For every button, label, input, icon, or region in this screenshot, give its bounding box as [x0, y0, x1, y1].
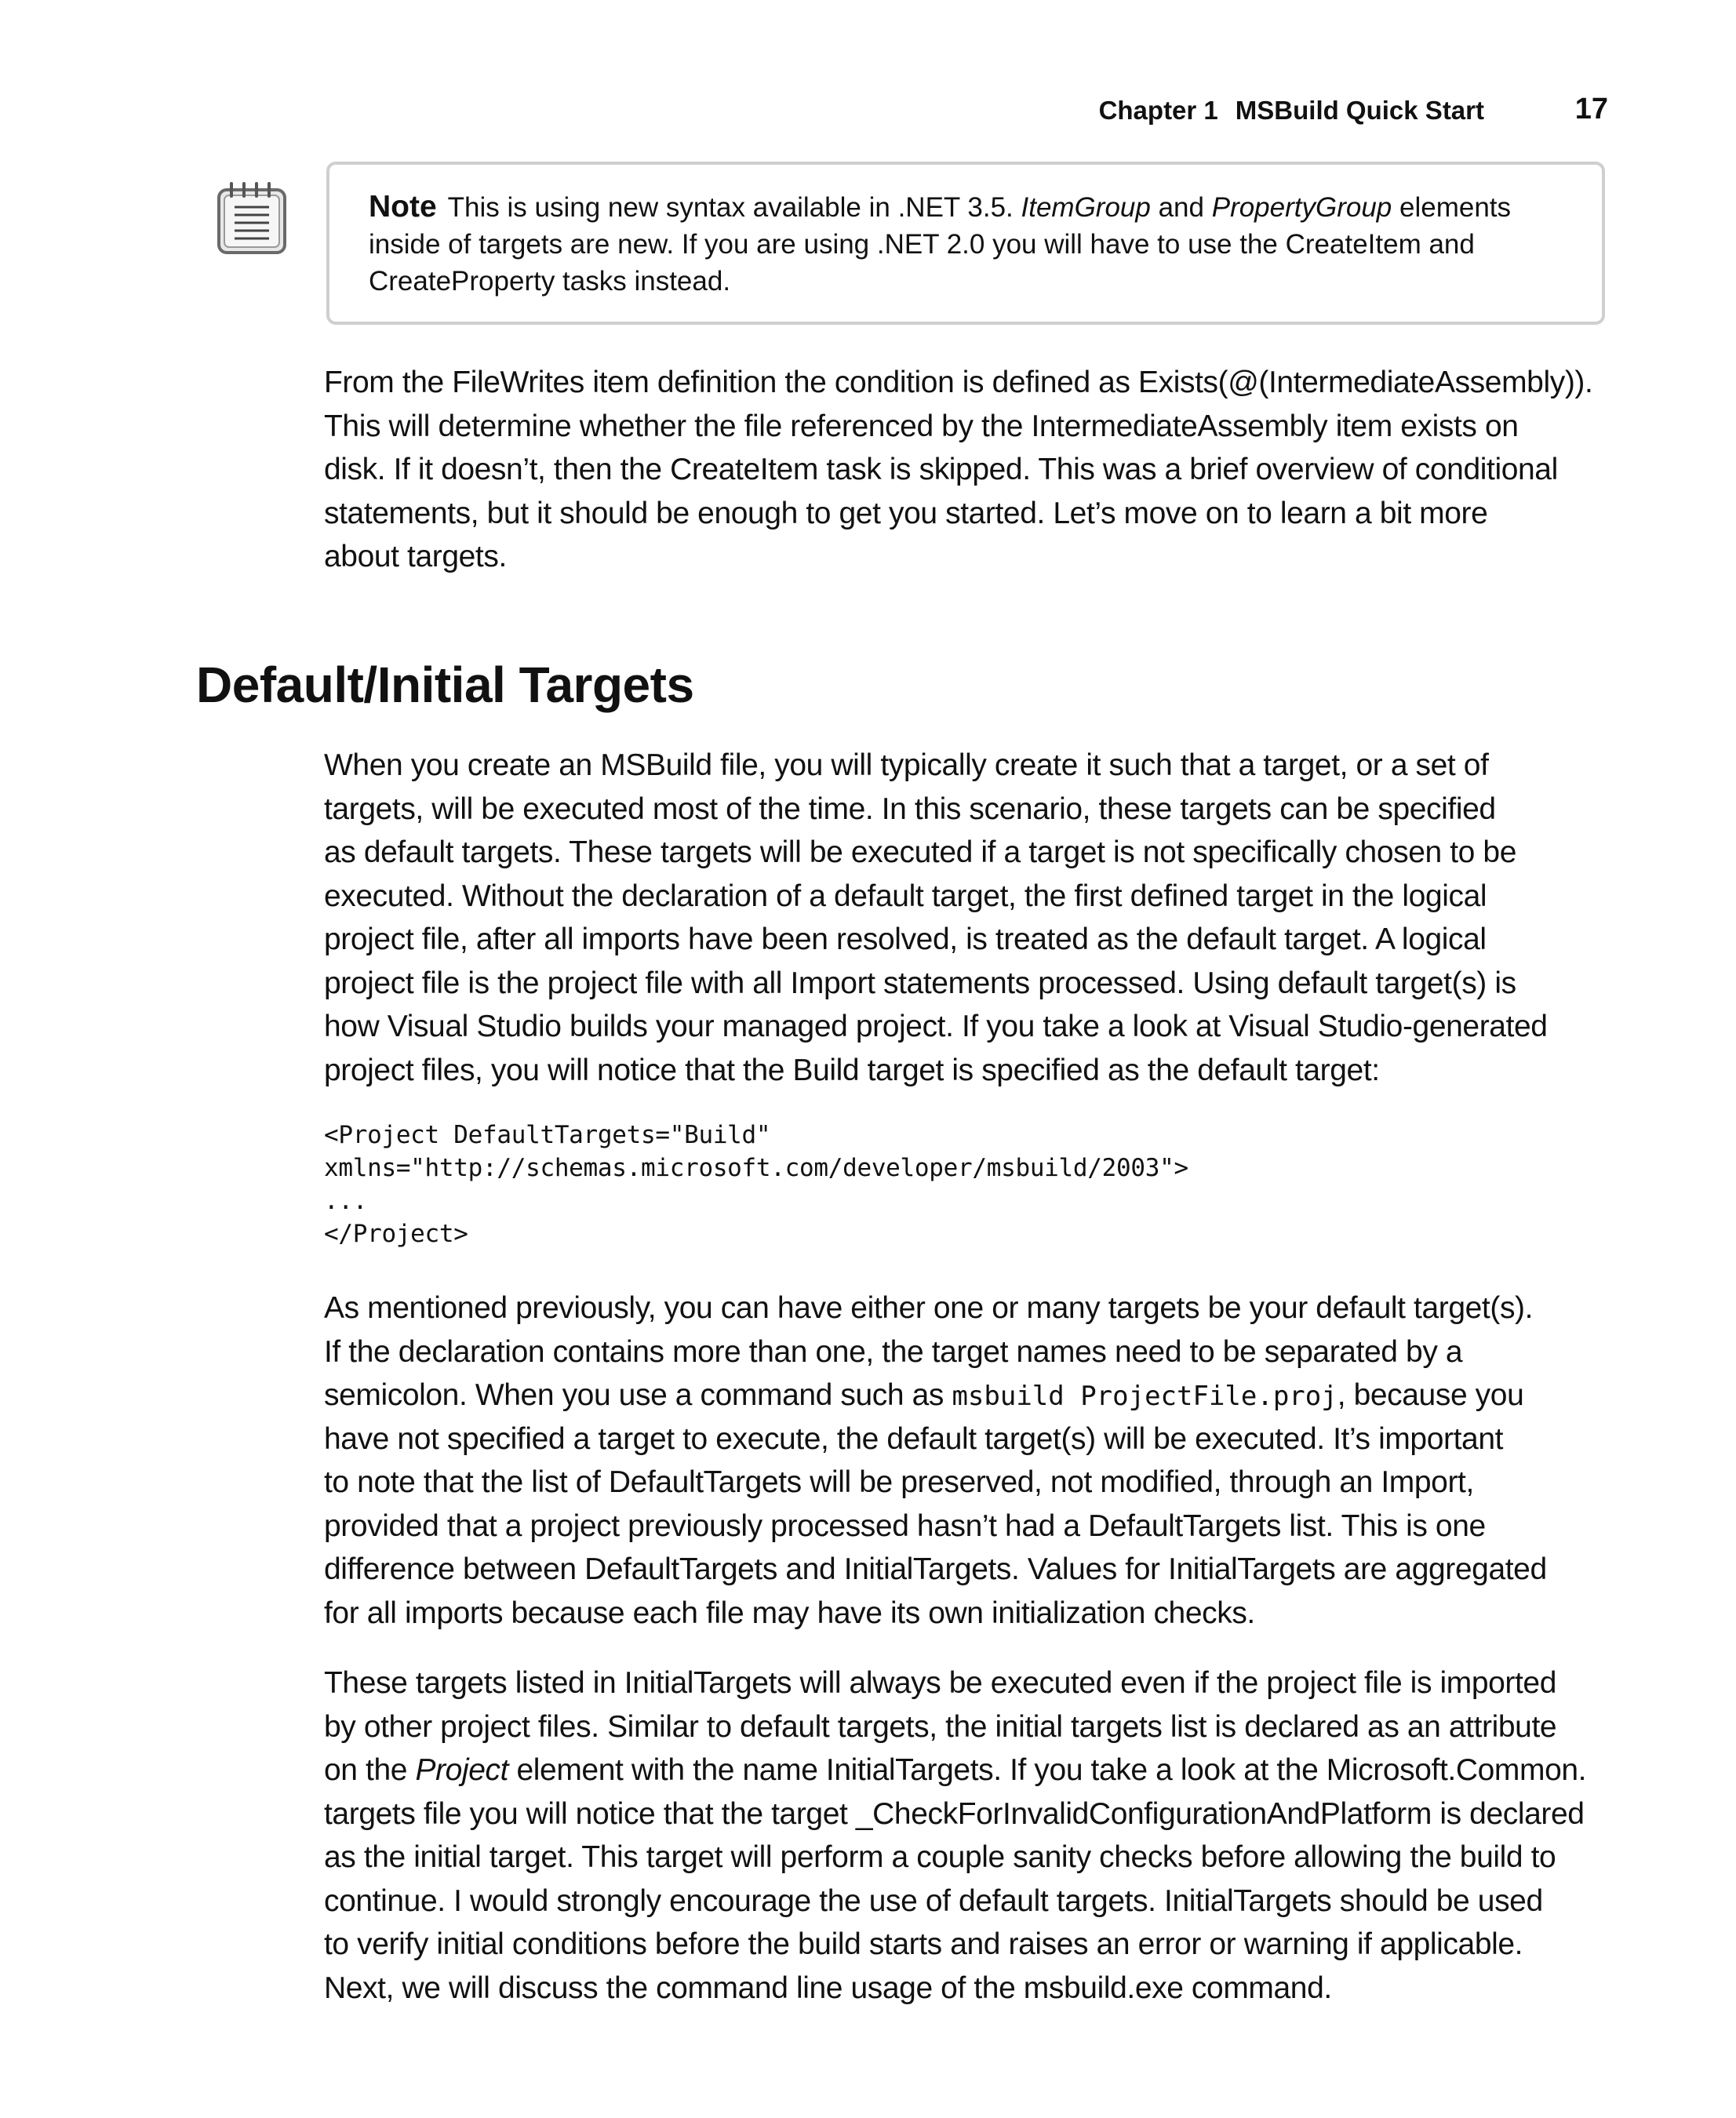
text-run: inside of targets are new. If you are using .NET 2.0 you will have to use the CreateItem and	[369, 229, 1475, 260]
text-run: elements	[1392, 192, 1512, 223]
text-run: disk. If it doesn’t, then the CreateItem task is skipped. This was a brief overview of conditional	[324, 453, 1558, 486]
text-run: project file, after all imports have been resolved, is treated as the default target. A logical	[324, 923, 1487, 956]
note-text	[369, 188, 1577, 300]
code-line: <Project DefaultTargets="Build"	[324, 1121, 771, 1149]
text-run: about targets.	[324, 540, 507, 573]
chapter-label: Chapter 1	[1098, 96, 1218, 125]
text-run: statements, but it should be enough to get you started. Let’s move on to learn a bit more	[324, 496, 1488, 530]
text-run: by other project files. Similar to default targets, the initial targets list is declared as an attribute	[324, 1709, 1557, 1744]
chapter-title: MSBuild Quick Start	[1235, 96, 1484, 125]
text-run: project files, you will notice that the Build target is specified as the default target:	[324, 1053, 1380, 1087]
text-run: targets, will be executed most of the time. In this scenario, these targets can be specified	[324, 792, 1496, 826]
italic-text: Project	[415, 1753, 509, 1787]
text-run: semicolon. When you use a command such as	[324, 1378, 952, 1412]
text-run: executed. Without the declaration of a default target, the first defined target in the logical	[324, 879, 1487, 913]
note-box	[326, 162, 1605, 325]
text-line	[324, 875, 1610, 919]
code-block	[324, 1119, 1188, 1250]
text-line	[324, 918, 1610, 962]
text-run: CreateProperty tasks instead.	[369, 266, 731, 297]
text-run: as default targets. These targets will be executed if a target is not specifically chosen to be	[324, 835, 1516, 869]
text-line	[324, 448, 1610, 492]
text-line	[324, 1374, 1610, 1417]
text-line	[324, 1005, 1610, 1049]
code-line: ...	[324, 1187, 368, 1215]
italic-text: PropertyGroup	[1211, 192, 1392, 223]
text-run: how Visual Studio builds your managed project. If you take a look at Visual Studio-generated	[324, 1010, 1548, 1043]
text-line	[324, 831, 1610, 875]
text-line	[324, 1880, 1610, 1923]
text-run: This is using new syntax available in .NET 3.5.	[447, 192, 1021, 223]
text-run: This will determine whether the file referenced by the IntermediateAssembly item exists on	[324, 409, 1519, 443]
note-line	[369, 226, 1577, 263]
running-header	[784, 93, 1610, 132]
text-run: , because you	[1337, 1378, 1524, 1412]
code-line: xmlns="http://schemas.microsoft.com/developer/msbuild/2003">	[324, 1154, 1188, 1182]
note-line	[369, 188, 1577, 226]
text-line	[324, 744, 1610, 788]
text-line	[324, 1967, 1610, 2011]
text-run: and	[1150, 192, 1212, 223]
text-line	[324, 1461, 1610, 1505]
text-run: as the initial target. This target will perform a couple sanity checks before allowing the build to	[324, 1840, 1556, 1874]
text-run: to note that the list of DefaultTargets will be preserved, not modified, through an Import,	[324, 1465, 1474, 1499]
text-line	[324, 788, 1610, 832]
text-run: provided that a project previously processed hasn’t had a DefaultTargets list. This is one	[324, 1508, 1486, 1543]
note-line	[369, 263, 1577, 300]
text-run: have not specified a target to execute, the default target(s) will be executed. It’s important	[324, 1421, 1504, 1456]
text-run: on the	[324, 1753, 416, 1787]
text-line	[324, 405, 1610, 449]
paragraph-conditions	[324, 361, 1610, 579]
text-run: Next, we will discuss the command line usage of the msbuild.exe command.	[324, 1971, 1332, 2005]
italic-text: ItemGroup	[1021, 192, 1151, 223]
text-line	[324, 1592, 1610, 1636]
text-run: for all imports because each file may have its own initialization checks.	[324, 1596, 1255, 1630]
text-run: From the FileWrites item definition the condition is defined as Exists(@(IntermediateAssembly)).	[324, 366, 1593, 399]
text-line	[324, 1286, 1610, 1330]
text-line	[324, 492, 1610, 536]
text-line	[324, 1548, 1610, 1592]
running-header-title	[1099, 96, 1484, 126]
paragraph-initial-targets	[324, 1661, 1610, 2010]
inline-code: msbuild ProjectFile.proj	[952, 1381, 1337, 1412]
text-line	[324, 1330, 1610, 1374]
text-line	[324, 535, 1610, 579]
text-line	[324, 1505, 1610, 1548]
text-run: project file is the project file with all Import statements processed. Using default target(s) is	[324, 966, 1516, 1000]
text-line	[324, 1749, 1610, 1792]
text-run: When you create an MSBuild file, you will typically create it such that a target, or a set of	[324, 748, 1489, 782]
text-run: to verify initial conditions before the build starts and raises an error or warning if applicable.	[324, 1927, 1523, 1961]
text-line	[324, 1923, 1610, 1967]
text-line	[324, 1049, 1610, 1093]
text-line	[324, 1792, 1610, 1836]
section-heading: Default/Initial Targets	[196, 657, 694, 713]
note-label: Note	[369, 190, 437, 224]
note-icon	[216, 179, 289, 257]
text-run: element with the name InitialTargets. If you take a look at the Microsoft.Common.	[508, 1753, 1587, 1787]
text-line	[324, 1836, 1610, 1880]
page-number: 17	[1574, 93, 1608, 126]
text-run: As mentioned previously, you can have either one or many targets be your default target(s).	[324, 1291, 1534, 1325]
code-line: </Project>	[324, 1220, 468, 1248]
text-run: If the declaration contains more than one, the target names need to be separated by a	[324, 1334, 1463, 1369]
text-line	[324, 1705, 1610, 1749]
text-line	[324, 962, 1610, 1006]
paragraph-multiple-targets	[324, 1286, 1610, 1635]
text-run: difference between DefaultTargets and InitialTargets. Values for InitialTargets are aggregated	[324, 1552, 1547, 1586]
text-line	[324, 361, 1610, 405]
text-run: These targets listed in InitialTargets will always be executed even if the project file is imported	[324, 1666, 1557, 1700]
text-run: targets file you will notice that the target _CheckForInvalidConfigurationAndPlatform is declared	[324, 1796, 1585, 1831]
text-run: continue. I would strongly encourage the use of default targets. InitialTargets should be used	[324, 1883, 1543, 1918]
text-line	[324, 1661, 1610, 1705]
text-line	[324, 1417, 1610, 1461]
paragraph-default-targets	[324, 744, 1610, 1092]
